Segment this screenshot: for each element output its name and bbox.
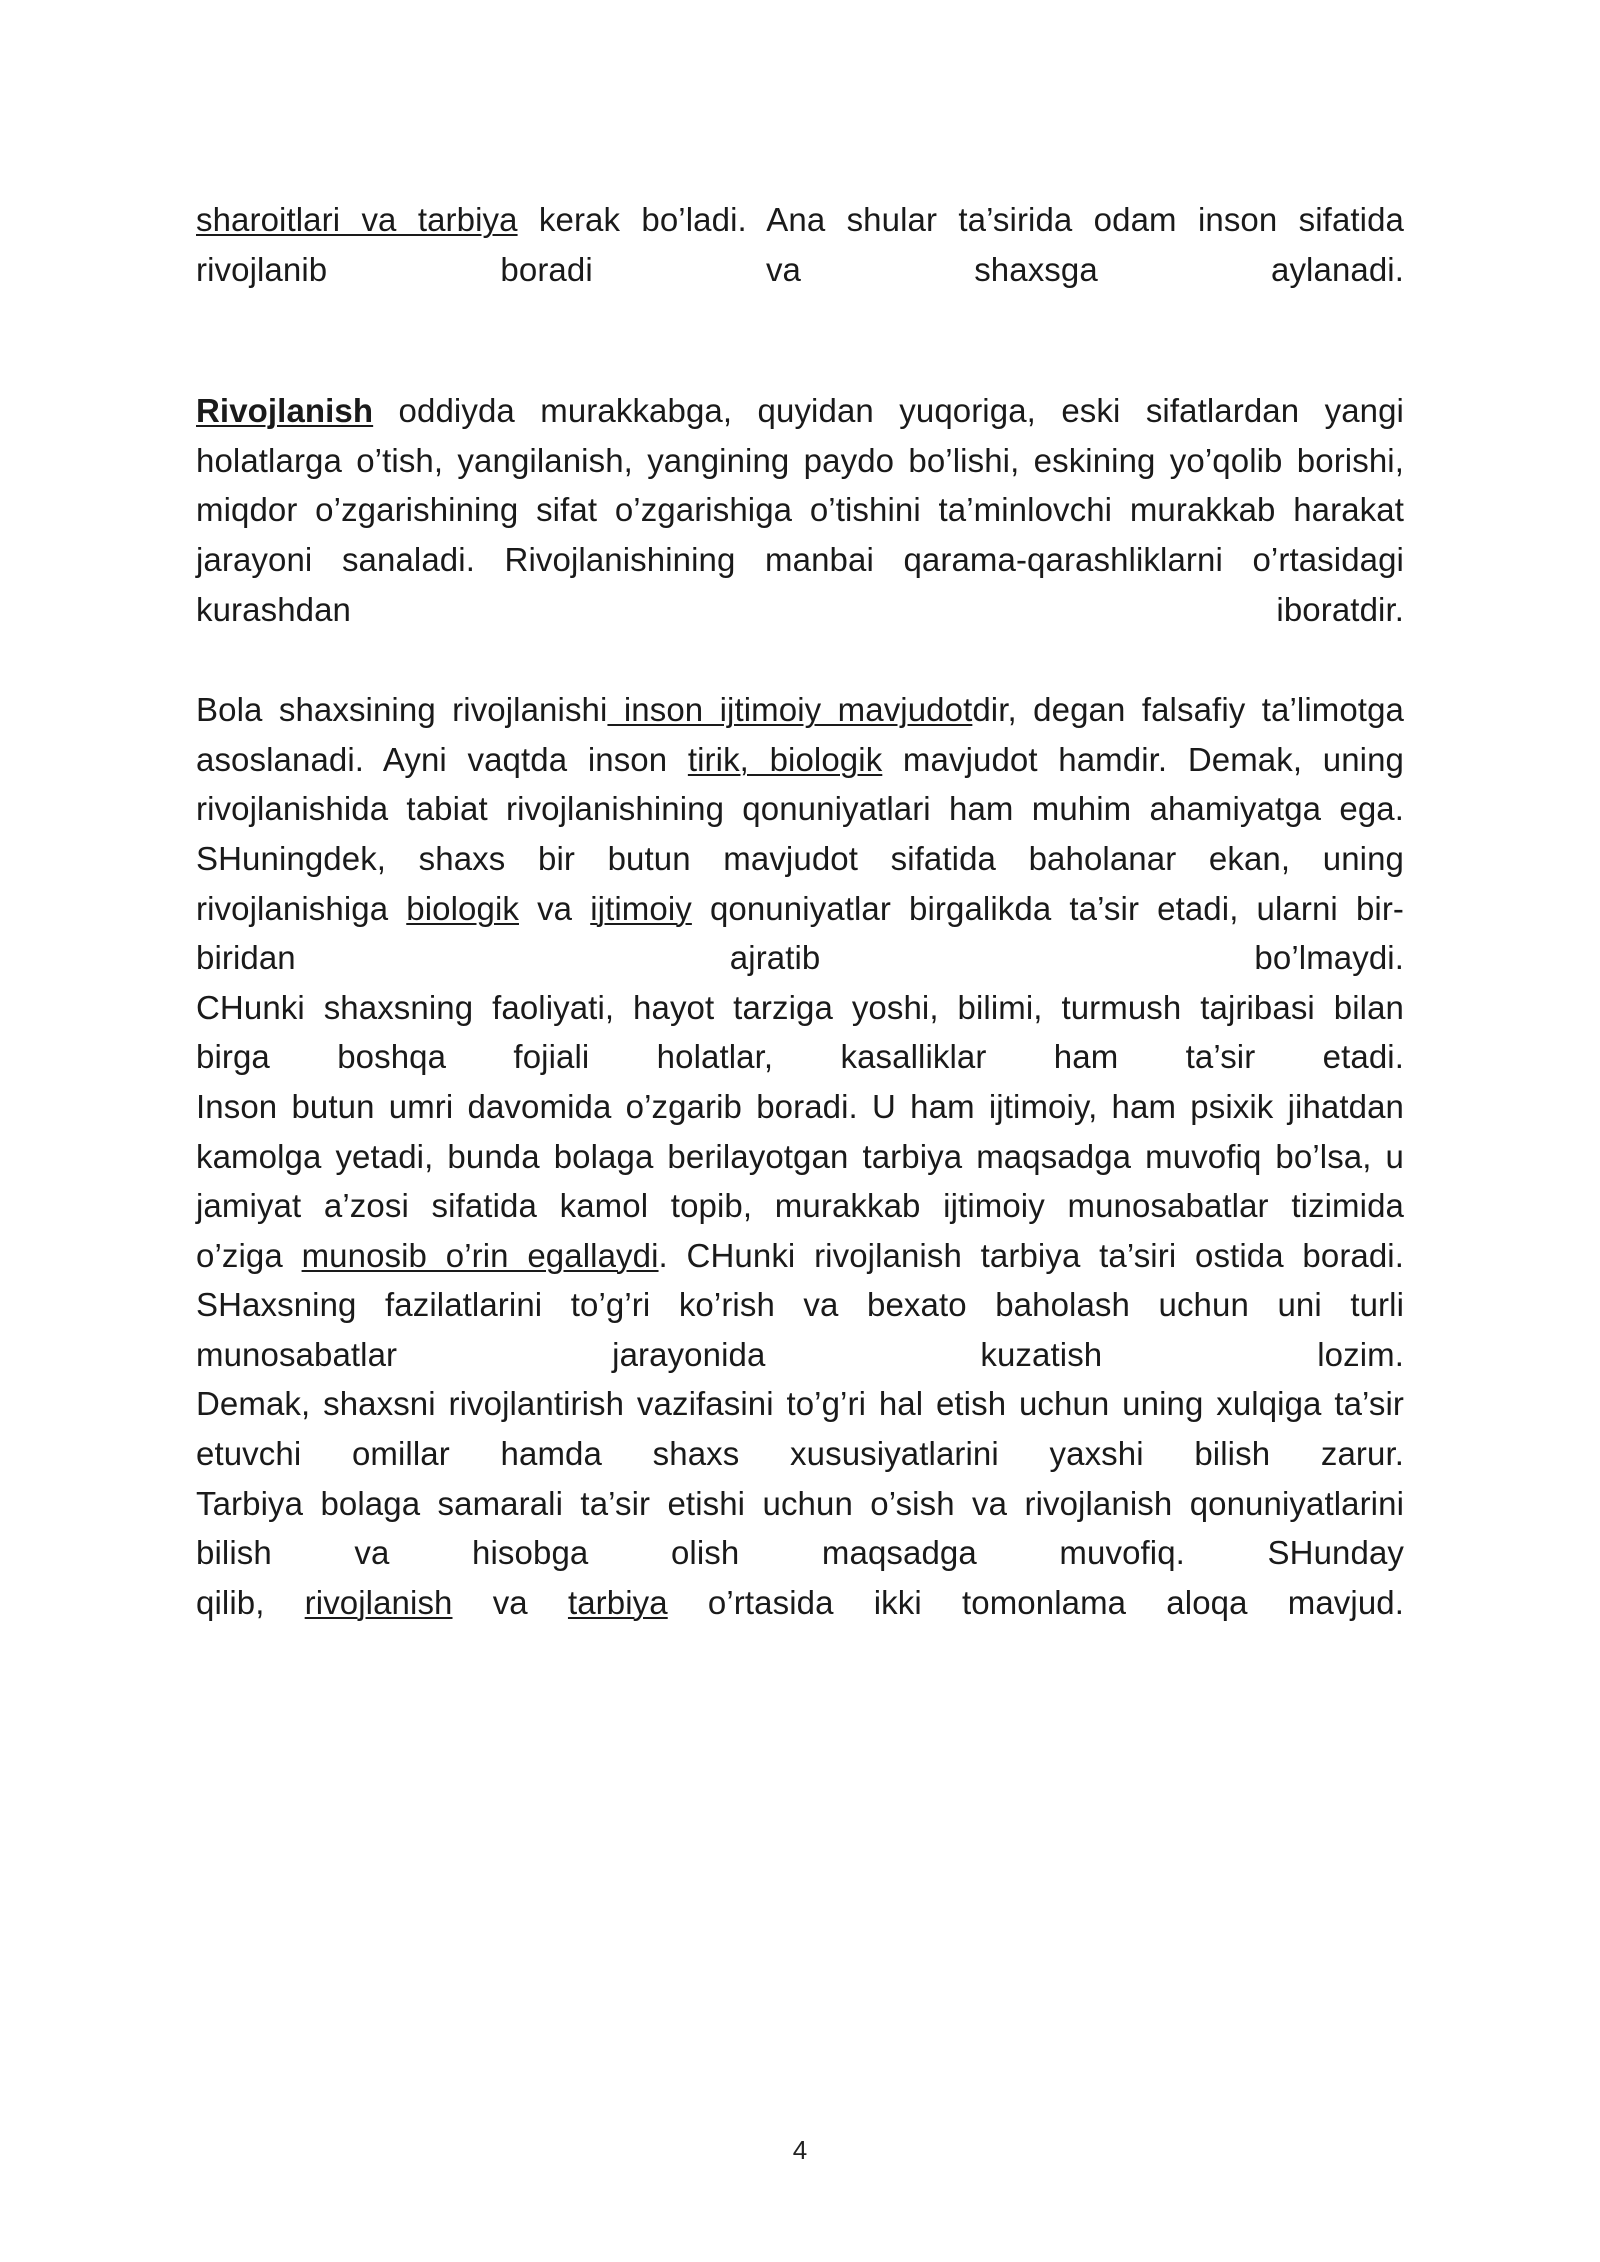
- underlined-term: tirik, biologik: [687, 740, 883, 778]
- paragraph-environment: [196, 195, 1404, 294]
- text-run: jarayoni sanaladi. Rivojlanishining manbai qarama-qarashliklarni o’rtasidagi: [196, 540, 1404, 578]
- text-run: asoslanadi. Ayni vaqtda inson: [196, 740, 688, 778]
- text-run: va: [452, 1583, 568, 1621]
- text-run: oddiyda murakkabga, quyidan yuqoriga, eski sifatlardan yangi: [373, 392, 1404, 430]
- text-run: kamolga yetadi, bunda bolaga berilayotgan tarbiya maqsadga muvofiq bo’lsa, u: [196, 1137, 1404, 1175]
- paragraph-child-development: [196, 685, 1404, 1627]
- text-run: Inson butun umri davomida o’zgarib boradi. U ham ijtimoiy, ham psixik jihatdan: [196, 1087, 1404, 1125]
- text-run: Demak, shaxsni rivojlantirish vazifasini to’g’ri hal etish uchun uning xulqiga ta’sir: [196, 1385, 1404, 1423]
- text-line: [196, 685, 1404, 735]
- text-line: [196, 983, 1404, 1033]
- text-run: dir, degan falsafiy ta’limotga: [972, 691, 1404, 729]
- text-line: [196, 884, 1404, 934]
- text-line: [196, 1379, 1404, 1429]
- text-line: [196, 535, 1404, 585]
- page-number: 4: [792, 2135, 808, 2165]
- text-run: SHaxsning fazilatlarini to’g’ri ko’rish va bexato baholash uchun uni turli: [196, 1286, 1404, 1324]
- text-run: bilish va hisobga olish maqsadga muvofiq. SHunday: [196, 1534, 1404, 1572]
- text-line: [196, 1231, 1404, 1281]
- text-run: rivojlanishiga: [196, 889, 407, 927]
- text-run: kerak bo’ladi. Ana shular ta’sirida odam inson sifatida: [517, 201, 1404, 238]
- text-line: [196, 585, 1404, 635]
- text-line: [196, 834, 1404, 884]
- text-line: [196, 1479, 1404, 1529]
- text-run: birga boshqa fojiali holatlar, kasalliklar ham ta’sir etadi.: [196, 1038, 1404, 1076]
- text-line: [196, 1330, 1404, 1380]
- text-line: [196, 1082, 1404, 1132]
- paragraph-rivojlanish-definition: [196, 386, 1404, 634]
- underlined-term: inson ijtimoiy mavjudot: [607, 691, 973, 729]
- text-run: Bola shaxsining rivojlanishi: [196, 691, 608, 729]
- text-line: [196, 195, 1404, 245]
- text-line: [196, 245, 1404, 295]
- underlined-term: rivojlanish: [304, 1583, 453, 1621]
- text-run: CHunki shaxsning faoliyati, hayot tarziga yoshi, bilimi, turmush tajribasi bilan: [196, 988, 1404, 1026]
- text-run: munosabatlar jarayonida kuzatish lozim.: [196, 1335, 1404, 1373]
- text-line: [196, 1032, 1404, 1082]
- underlined-term: tarbiya: [567, 1583, 668, 1621]
- underlined-term: biologik: [406, 889, 519, 927]
- text-line: [196, 1429, 1404, 1479]
- page-body: [196, 195, 1404, 1627]
- text-line: [196, 735, 1404, 785]
- underlined-term: Rivojlanish: [196, 392, 374, 430]
- underlined-term: ijtimoiy: [590, 889, 692, 927]
- text-line: [196, 1132, 1404, 1182]
- text-run: o’rtasida ikki tomonlama aloqa mavjud.: [667, 1583, 1404, 1621]
- text-run: Tarbiya bolaga samarali ta’sir etishi uchun o’sish va rivojlanish qonuniyatlarini: [196, 1484, 1404, 1522]
- text-run: kurashdan iboratdir.: [196, 590, 1404, 628]
- text-run: holatlarga o’tish, yangilanish, yangining paydo bo’lishi, eskining yo’qolib borishi,: [196, 441, 1404, 479]
- text-run: biridan ajratib bo’lmaydi.: [196, 939, 1404, 977]
- paragraph-spacer: [196, 634, 1404, 685]
- text-run: miqdor o’zgarishining sifat o’zgarishiga o’tishini ta’minlovchi murakkab harakat: [196, 491, 1404, 529]
- text-line: [196, 436, 1404, 486]
- underlined-term: sharoitlari va tarbiya: [196, 201, 518, 238]
- text-run: va: [518, 889, 591, 927]
- text-run: rivojlanishida tabiat rivojlanishining qonuniyatlari ham muhim ahamiyatga ega.: [196, 790, 1404, 828]
- underlined-term: munosib o’rin egallaydi: [301, 1236, 659, 1274]
- text-run: etuvchi omillar hamda shaxs xususiyatlarini yaxshi bilish zarur.: [196, 1435, 1404, 1473]
- text-run: mavjudot hamdir. Demak, uning: [882, 740, 1404, 778]
- text-run: . CHunki rivojlanish tarbiya ta’siri ostida boradi.: [658, 1236, 1405, 1274]
- text-line: [196, 1280, 1404, 1330]
- text-run: SHuningdek, shaxs bir butun mavjudot sifatida baholanar ekan, uning: [196, 839, 1404, 877]
- paragraph-spacer: [196, 294, 1404, 386]
- text-line: [196, 784, 1404, 834]
- text-line: [196, 1578, 1404, 1628]
- text-line: [196, 1181, 1404, 1231]
- text-line: [196, 933, 1404, 983]
- text-run: rivojlanib boradi va shaxsga aylanadi.: [196, 250, 1404, 288]
- text-run: qonuniyatlar birgalikda ta’sir etadi, ularni bir-: [691, 889, 1405, 927]
- text-line: [196, 485, 1404, 535]
- text-run: o’ziga: [196, 1236, 302, 1274]
- text-run: qilib,: [196, 1583, 305, 1621]
- text-run: jamiyat a’zosi sifatida kamol topib, murakkab ijtimoiy munosabatlar tizimida: [196, 1187, 1404, 1225]
- text-line: [196, 386, 1404, 436]
- text-line: [196, 1528, 1404, 1578]
